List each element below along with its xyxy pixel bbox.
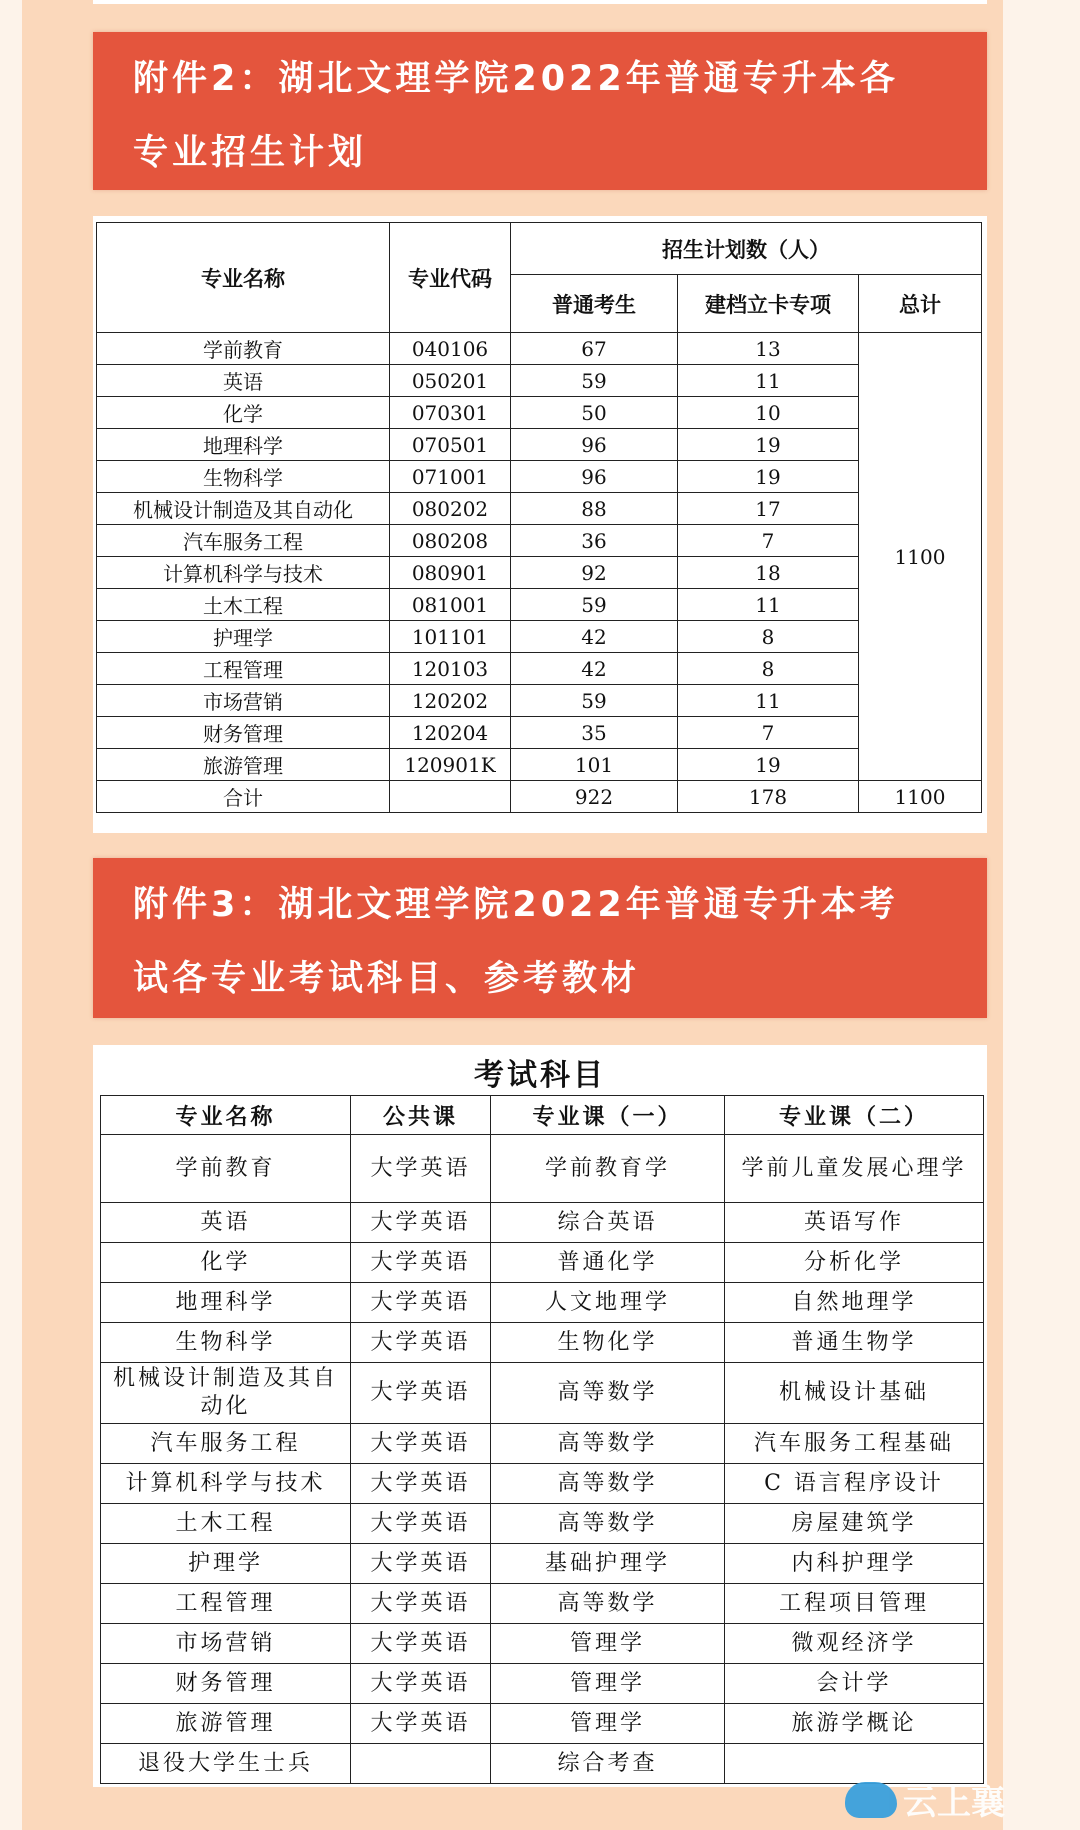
cell-major: 机械设计制造及其自动化 xyxy=(97,493,390,525)
cell-major-course-2: 分析化学 xyxy=(725,1243,984,1283)
table-row xyxy=(97,397,982,429)
cell-major-course-1: 高等数学 xyxy=(491,1504,725,1544)
table-row xyxy=(101,1243,984,1283)
sum-regular: 922 xyxy=(511,781,678,813)
cell-special: 7 xyxy=(678,717,859,749)
cell-public-course: 大学英语 xyxy=(351,1704,491,1744)
cell-code: 040106 xyxy=(390,333,511,365)
cell-major: 护理学 xyxy=(97,621,390,653)
cell-code: 071001 xyxy=(390,461,511,493)
cell-special: 18 xyxy=(678,557,859,589)
cell-major: 工程管理 xyxy=(101,1584,351,1624)
cell-public-course: 大学英语 xyxy=(351,1323,491,1363)
exam-table-title: 考试科目 xyxy=(474,1058,606,1093)
cell-major: 计算机科学与技术 xyxy=(101,1464,351,1504)
cell-major-course-1: 人文地理学 xyxy=(491,1283,725,1323)
table-row xyxy=(97,653,982,685)
cell-special: 17 xyxy=(678,493,859,525)
cell-public-course: 大学英语 xyxy=(351,1283,491,1323)
cell-public-course: 大学英语 xyxy=(351,1203,491,1243)
header-code: 专业代码 xyxy=(390,223,511,333)
cell-public-course: 大学英语 xyxy=(351,1135,491,1203)
cell-regular: 59 xyxy=(511,589,678,621)
cell-major: 化学 xyxy=(97,397,390,429)
cell-public-course: 大学英语 xyxy=(351,1584,491,1624)
previous-card-edge xyxy=(93,0,987,4)
table-row xyxy=(97,749,982,781)
header-col-0: 专业名称 xyxy=(101,1096,351,1135)
cell-public-course: 大学英语 xyxy=(351,1544,491,1584)
table-row xyxy=(101,1504,984,1544)
enrollment-plan-table xyxy=(96,222,982,813)
table-row xyxy=(97,557,982,589)
cell-code: 080202 xyxy=(390,493,511,525)
table-row xyxy=(97,429,982,461)
table-row xyxy=(101,1135,984,1203)
cell-major: 学前教育 xyxy=(101,1135,351,1203)
table-row xyxy=(97,365,982,397)
header-major: 专业名称 xyxy=(97,223,390,333)
cell-major-course-2: 学前儿童发展心理学 xyxy=(725,1135,984,1203)
cell-public-course: 大学英语 xyxy=(351,1243,491,1283)
table-row xyxy=(101,1424,984,1464)
cell-special: 19 xyxy=(678,429,859,461)
cell-major-course-1: 基础护理学 xyxy=(491,1544,725,1584)
table-row xyxy=(97,717,982,749)
cell-major-course-1: 生物化学 xyxy=(491,1323,725,1363)
watermark-logo xyxy=(845,1775,1005,1824)
cell-major: 财务管理 xyxy=(97,717,390,749)
cell-public-course: 大学英语 xyxy=(351,1363,491,1424)
sum-total: 1100 xyxy=(859,781,982,813)
cloud-icon xyxy=(845,1782,897,1818)
cell-code: 120103 xyxy=(390,653,511,685)
sum-code xyxy=(390,781,511,813)
cell-major: 生物科学 xyxy=(101,1323,351,1363)
section3-banner xyxy=(93,858,987,1018)
section3-title-line2: 试各专业考试科目、参考教材 xyxy=(133,959,641,999)
table-row xyxy=(97,589,982,621)
header-special: 建档立卡专项 xyxy=(678,275,859,333)
cell-code: 050201 xyxy=(390,365,511,397)
cell-major: 旅游管理 xyxy=(101,1704,351,1744)
table-row xyxy=(97,333,982,365)
section2-title-line1: 附件2：湖北文理学院2022年普通专升本各 xyxy=(133,59,899,99)
watermark-text: 云上襄 xyxy=(903,1783,1005,1823)
cell-public-course: 大学英语 xyxy=(351,1464,491,1504)
cell-regular: 92 xyxy=(511,557,678,589)
sum-label: 合计 xyxy=(97,781,390,813)
cell-major: 市场营销 xyxy=(97,685,390,717)
cell-major: 汽车服务工程 xyxy=(101,1424,351,1464)
cell-code: 120202 xyxy=(390,685,511,717)
cell-regular: 42 xyxy=(511,653,678,685)
cell-major-course-1: 高等数学 xyxy=(491,1363,725,1424)
cell-code: 120901K xyxy=(390,749,511,781)
cell-major: 英语 xyxy=(101,1203,351,1243)
cell-code: 070501 xyxy=(390,429,511,461)
table-row xyxy=(101,1464,984,1504)
header-col-3: 专业课（二） xyxy=(725,1096,984,1135)
table-row xyxy=(101,1624,984,1664)
cell-major: 护理学 xyxy=(101,1544,351,1584)
cell-major-course-2: 普通生物学 xyxy=(725,1323,984,1363)
cell-special: 7 xyxy=(678,525,859,557)
header-col-2: 专业课（一） xyxy=(491,1096,725,1135)
cell-regular: 50 xyxy=(511,397,678,429)
cell-major-course-1: 管理学 xyxy=(491,1664,725,1704)
cell-major-course-2: 房屋建筑学 xyxy=(725,1504,984,1544)
cell-special: 8 xyxy=(678,653,859,685)
cell-major-course-2: 机械设计基础 xyxy=(725,1363,984,1424)
cell-code: 120204 xyxy=(390,717,511,749)
cell-public-course: 大学英语 xyxy=(351,1664,491,1704)
table-row xyxy=(101,1283,984,1323)
table-row xyxy=(101,1544,984,1584)
cell-major-course-1: 学前教育学 xyxy=(491,1135,725,1203)
cell-major: 地理科学 xyxy=(101,1283,351,1323)
cell-major: 生物科学 xyxy=(97,461,390,493)
table-row xyxy=(97,621,982,653)
header-col-1: 公共课 xyxy=(351,1096,491,1135)
cell-total-merged: 1100 xyxy=(859,333,982,781)
cell-code: 080208 xyxy=(390,525,511,557)
cell-major-course-1: 综合考查 xyxy=(491,1744,725,1784)
cell-regular: 36 xyxy=(511,525,678,557)
cell-major: 学前教育 xyxy=(97,333,390,365)
cell-major-course-1: 普通化学 xyxy=(491,1243,725,1283)
cell-code: 101101 xyxy=(390,621,511,653)
header-total: 总计 xyxy=(859,275,982,333)
cell-special: 8 xyxy=(678,621,859,653)
cell-regular: 35 xyxy=(511,717,678,749)
cell-major-course-2: 自然地理学 xyxy=(725,1283,984,1323)
cell-special: 11 xyxy=(678,685,859,717)
cell-major-course-1: 高等数学 xyxy=(491,1584,725,1624)
table-row xyxy=(101,1584,984,1624)
cell-major-course-1: 高等数学 xyxy=(491,1464,725,1504)
cell-code: 070301 xyxy=(390,397,511,429)
cell-regular: 96 xyxy=(511,461,678,493)
table-row xyxy=(97,685,982,717)
cell-public-course xyxy=(351,1744,491,1784)
table-row xyxy=(101,1363,984,1424)
cell-major: 计算机科学与技术 xyxy=(97,557,390,589)
cell-major: 英语 xyxy=(97,365,390,397)
sum-special: 178 xyxy=(678,781,859,813)
cell-public-course: 大学英语 xyxy=(351,1504,491,1544)
cell-major-course-1: 管理学 xyxy=(491,1624,725,1664)
cell-major: 土木工程 xyxy=(97,589,390,621)
cell-major-course-2: 英语写作 xyxy=(725,1203,984,1243)
cell-special: 11 xyxy=(678,365,859,397)
cell-special: 13 xyxy=(678,333,859,365)
cell-major-course-2: 内科护理学 xyxy=(725,1544,984,1584)
table-row xyxy=(101,1704,984,1744)
section3-title-line1: 附件3：湖北文理学院2022年普通专升本考 xyxy=(133,885,899,925)
cell-major-course-1: 综合英语 xyxy=(491,1203,725,1243)
cell-major: 地理科学 xyxy=(97,429,390,461)
cell-special: 19 xyxy=(678,749,859,781)
cell-code: 080901 xyxy=(390,557,511,589)
cell-regular: 101 xyxy=(511,749,678,781)
cell-major-course-2: C 语言程序设计 xyxy=(725,1464,984,1504)
table-row xyxy=(101,1323,984,1363)
table-row xyxy=(97,525,982,557)
cell-major-course-2: 汽车服务工程基础 xyxy=(725,1424,984,1464)
cell-major: 化学 xyxy=(101,1243,351,1283)
cell-major-course-2: 会计学 xyxy=(725,1664,984,1704)
cell-code: 081001 xyxy=(390,589,511,621)
cell-special: 10 xyxy=(678,397,859,429)
cell-major: 旅游管理 xyxy=(97,749,390,781)
sum-row xyxy=(97,781,982,813)
cell-major: 退役大学生士兵 xyxy=(101,1744,351,1784)
table-row xyxy=(101,1203,984,1243)
cell-public-course: 大学英语 xyxy=(351,1624,491,1664)
cell-regular: 67 xyxy=(511,333,678,365)
section2-banner xyxy=(93,32,987,190)
cell-major: 工程管理 xyxy=(97,653,390,685)
cell-major: 汽车服务工程 xyxy=(97,525,390,557)
cell-major-course-1: 高等数学 xyxy=(491,1424,725,1464)
cell-regular: 88 xyxy=(511,493,678,525)
header-plan-group: 招生计划数（人） xyxy=(511,223,982,275)
cell-regular: 42 xyxy=(511,621,678,653)
cell-major-course-1: 管理学 xyxy=(491,1704,725,1744)
cell-public-course: 大学英语 xyxy=(351,1424,491,1464)
section2-title-line2: 专业招生计划 xyxy=(133,133,368,173)
table-row xyxy=(97,493,982,525)
cell-major: 财务管理 xyxy=(101,1664,351,1704)
cell-major-course-2: 旅游学概论 xyxy=(725,1704,984,1744)
table-row xyxy=(101,1664,984,1704)
cell-major: 土木工程 xyxy=(101,1504,351,1544)
cell-special: 11 xyxy=(678,589,859,621)
cell-special: 19 xyxy=(678,461,859,493)
header-regular: 普通考生 xyxy=(511,275,678,333)
exam-subjects-table xyxy=(100,1095,984,1784)
cell-major-course-2: 微观经济学 xyxy=(725,1624,984,1664)
table-row xyxy=(97,461,982,493)
cell-major-course-2: 工程项目管理 xyxy=(725,1584,984,1624)
cell-regular: 59 xyxy=(511,685,678,717)
cell-regular: 59 xyxy=(511,365,678,397)
cell-major: 市场营销 xyxy=(101,1624,351,1664)
cell-major: 机械设计制造及其自动化 xyxy=(101,1363,351,1424)
cell-regular: 96 xyxy=(511,429,678,461)
